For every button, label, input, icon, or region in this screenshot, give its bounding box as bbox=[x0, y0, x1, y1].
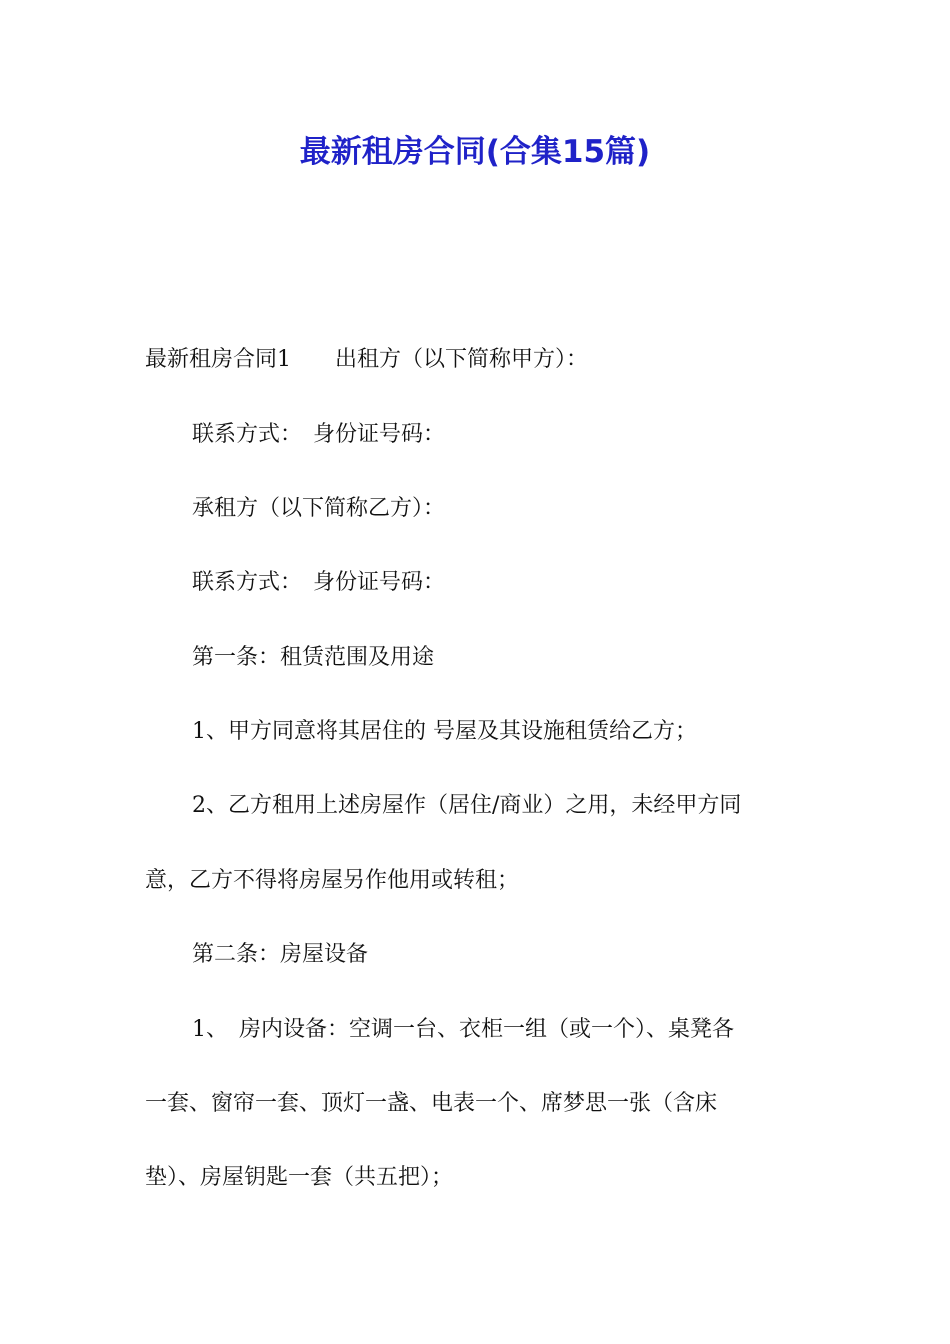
paragraph-line: 一套、窗帘一套、顶灯一盏、电表一个、席梦思一张（含床 bbox=[145, 1091, 718, 1116]
document-title: 最新租房合同(合集15篇) bbox=[299, 134, 651, 170]
paragraph-line: 意，乙方不得将房屋另作他用或转租； bbox=[145, 868, 520, 893]
paragraph-line: 第一条：租赁范围及用途 bbox=[192, 645, 435, 670]
paragraph-line: 垫）、房屋钥匙一套（共五把）； bbox=[145, 1165, 454, 1190]
paragraph-line: 1、甲方同意将其居住的 号屋及其设施租赁给乙方； bbox=[192, 719, 697, 744]
paragraph-line: 联系方式： 身份证号码： bbox=[192, 422, 446, 447]
paragraph-line: 联系方式： 身份证号码： bbox=[192, 570, 446, 595]
paragraph-line: 第二条：房屋设备 bbox=[192, 942, 369, 967]
paragraph-line: 最新租房合同1 出租方（以下简称甲方）： bbox=[145, 347, 588, 372]
paragraph-line: 1、 房内设备：空调一台、衣柜一组（或一个）、桌凳各 bbox=[192, 1017, 734, 1042]
paragraph-line: 承租方（以下简称乙方）： bbox=[192, 496, 446, 521]
paragraph-line: 2、乙方租用上述房屋作（居住/商业）之用，未经甲方同 bbox=[192, 793, 742, 818]
